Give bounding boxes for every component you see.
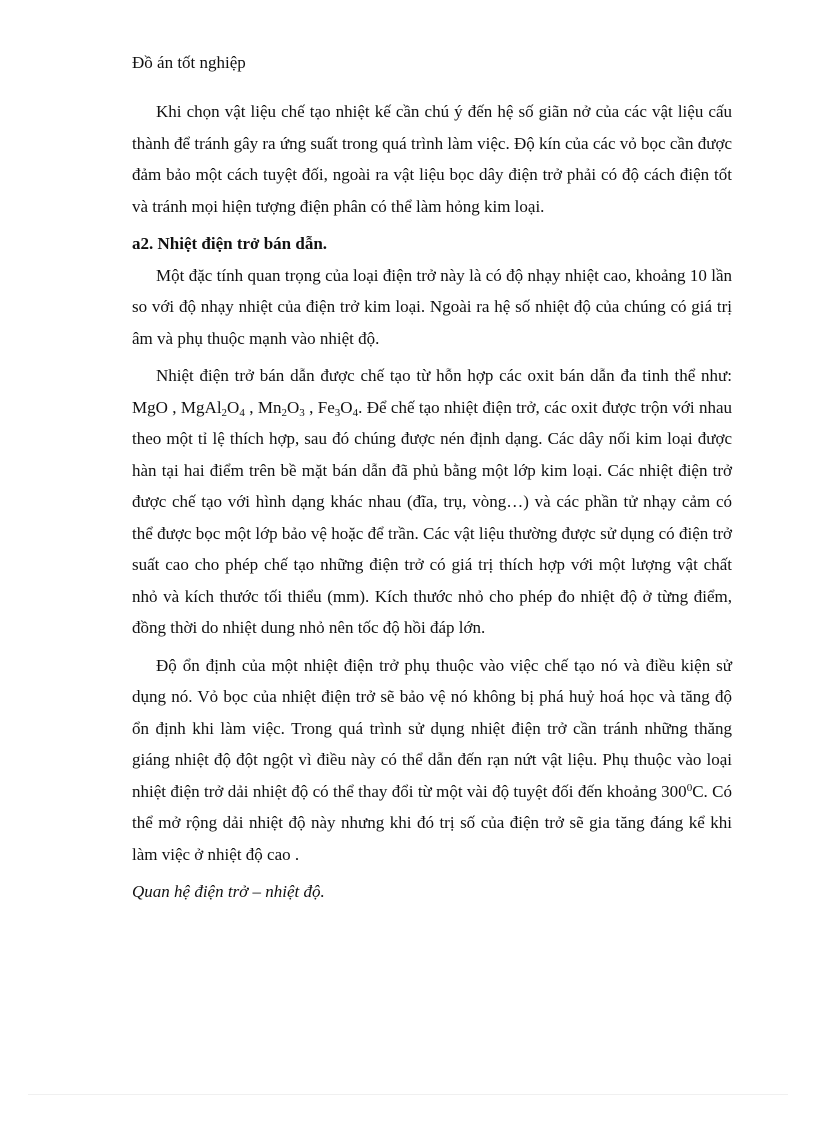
fabrication-intro: Nhiệt điện trở bán dẫn được chế tạo từ hỗn hợp các oxit bán dẫn đa tinh thể như: MgO ,	[132, 366, 732, 417]
formula-mgal2o4	[181, 398, 245, 417]
paragraph-sensitivity: Một đặc tính quan trọng của loại điện trở này là có độ nhạy nhiệt cao, khoảng 10 lần so với độ nhạy nhiệt của điện trở kim loại. Ngoài ra hệ số nhiệt độ của chúng có giá trị âm và phụ thuộc mạnh vào nhiệt độ.	[132, 265, 732, 348]
section-heading: a2. Nhiệt điện trở bán dẫn.	[132, 234, 328, 253]
formula-subscript: 2	[221, 406, 228, 419]
formula-part: O	[340, 397, 353, 417]
formula-separator: ,	[244, 397, 258, 417]
formula-mn2o3	[258, 398, 305, 417]
stability-rest: . Có thể mở rộng dải nhiệt độ này nhưng khi đó trị số của điện trở sẽ gia tăng đáng kể khi làm việc ở nhiệt độ cao .	[132, 781, 732, 864]
formula-subscript: 4	[239, 406, 245, 419]
paragraph-material-selection: Khi chọn vật liệu chế tạo nhiệt kế cần chú ý đến hệ số giãn nở của các vật liệu cấu thành để tránh gây ra ứng suất trong quá trình làm việc. Độ kín của các vỏ bọc cần được đảm bảo một cách tuyệt đối, ngoài ra vật liệu bọc dây điện trở phải có độ cách điện tốt và tránh mọi hiện tượng điện phân có thể làm hỏng kim loại.	[132, 102, 732, 216]
formula-fe3o4	[318, 398, 358, 417]
formula-subscript: 4	[352, 406, 359, 419]
fabrication-rest: . Để chế tạo nhiệt điện trở, các oxit được trộn với nhau theo một tỉ lệ thích hợp, sau đó chúng được nén định dạng. Các dây nối kim loại được hàn tại hai điểm trên bề mặt bán dẫn đã phủ bằng một lớp kim loại. Các nhiệt điện trở được chế tạo với hình dạng khác nhau (đĩa, trụ, vòng…) và các phần tử nhạy cảm có thể được bọc một lớp bảo vệ hoặc để trần. Các vật liệu thường được sử dụng có điện trở suất cao cho phép chế tạo những điện trở có giá trị thích hợp với một lượng vật chất nhỏ và kích thước tối thiểu (mm). Kích thước nhỏ cho phép đo nhiệt độ ở từng điểm, đồng thời do nhiệt dung nhỏ nên tốc độ hồi đáp lớn.	[132, 397, 733, 637]
page-header: Đồ án tốt nghiệp	[132, 53, 246, 72]
page-bottom-rule	[28, 1094, 788, 1095]
stability-text: Độ ổn định của một nhiệt điện trở phụ thuộc vào việc chế tạo nó và điều kiện sử dụng nó. Vỏ bọc của nhiệt điện trở sẽ bảo vệ nó không bị phá huỷ hoá học và tăng độ ổn định khi làm việc. Trong quá trình sử dụng nhiệt điện trở cần tránh những thăng giáng nhiệt độ đột ngột vì điều này có thể dẫn đến rạn nứt vật liệu. Phụ thuộc vào loại nhiệt điện trở dải nhiệt độ có thể thay đổi từ một vài độ tuyệt đối đến khoảng 300	[132, 655, 732, 801]
figure-caption: Quan hệ điện trở – nhiệt độ.	[132, 882, 325, 901]
paragraph-fabrication	[132, 360, 732, 644]
formula-separator: ,	[304, 397, 318, 417]
temperature-unit: C	[692, 781, 704, 801]
formula-subscript: 3	[334, 406, 341, 419]
formula-part: Mn	[257, 397, 282, 417]
formula-part: O	[227, 397, 240, 417]
degree-superscript: 0	[686, 781, 693, 794]
paragraph-stability	[132, 650, 732, 871]
formula-subscript: 3	[299, 406, 305, 419]
document-body	[132, 96, 732, 908]
formula-part: MgAl	[180, 397, 222, 417]
formula-subscript: 2	[281, 406, 287, 419]
formula-part: Fe	[317, 397, 335, 417]
formula-part: O	[286, 397, 300, 417]
